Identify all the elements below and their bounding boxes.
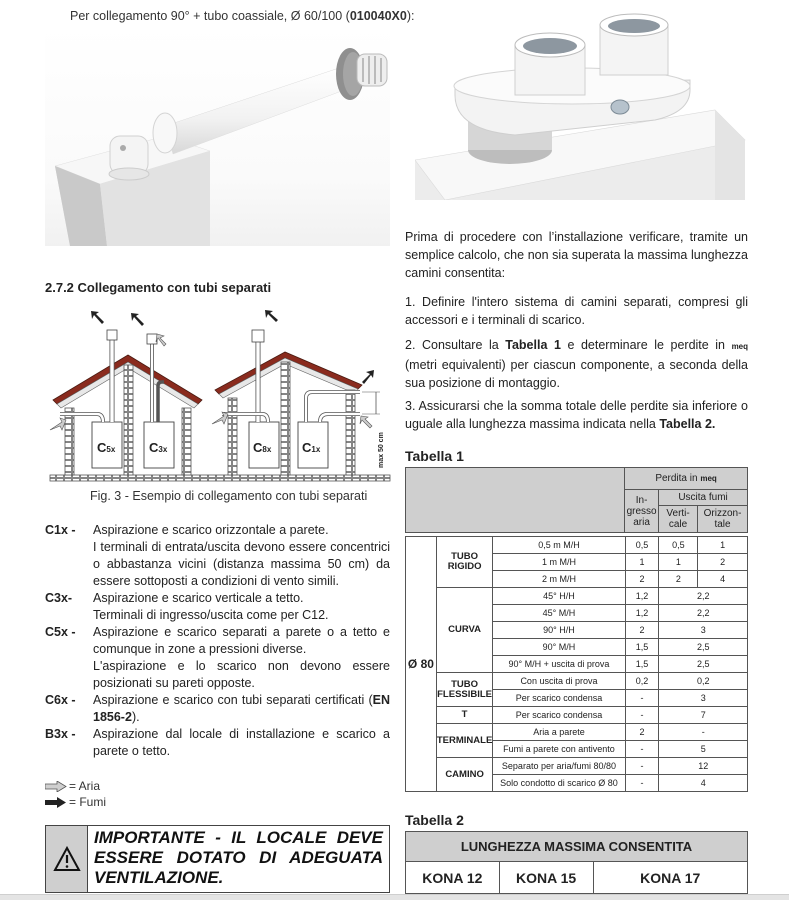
ingresso-cell: 1,5 <box>625 639 659 656</box>
group-cell: TUBO RIGIDO <box>436 537 492 588</box>
orizzontale-cell: 4 <box>698 571 748 588</box>
group-cell: CURVA <box>436 588 492 673</box>
table-row <box>406 724 748 741</box>
header-blank <box>406 468 625 533</box>
ingresso-cell: - <box>625 775 659 792</box>
intro-paragraph: Prima di procedere con l’installazione verificare, tramite un semplice calcolo, che non sia superata la massima lunghezza camini consentita: <box>405 230 748 280</box>
ingresso-cell: 2 <box>625 571 659 588</box>
header-verticale: Verti- cale <box>659 506 698 533</box>
item-cell: 90° M/H <box>493 639 625 656</box>
smoke-arrow <box>91 311 104 324</box>
ingresso-cell: 0,5 <box>625 537 659 554</box>
item-cell: 45° H/H <box>493 588 625 605</box>
air-arrow <box>156 334 166 346</box>
smoke-arrow <box>131 313 144 326</box>
header-orizzontale: Orizzon- tale <box>698 506 748 533</box>
table2-header: LUNGHEZZA MASSIMA CONSENTITA <box>406 832 748 862</box>
table-row <box>406 673 748 690</box>
air-arrow <box>360 416 372 428</box>
definition-c5x: C5x - Aspirazione e scarico separati a parete o a tetto e comunque in zone a pressioni diverse. L'aspirazione e lo scarico non devono essere posizionati su pareti opposte. <box>45 625 390 690</box>
table-row <box>406 588 748 605</box>
group-cell: TUBO FLESSIBILE <box>436 673 492 707</box>
item-cell: Per scarico condensa <box>493 707 625 724</box>
house-right <box>212 310 385 475</box>
uscita-cell: 5 <box>659 741 748 758</box>
ingresso-cell: 1 <box>625 554 659 571</box>
ingresso-cell: 2 <box>625 622 659 639</box>
page-bottom-edge <box>0 894 789 900</box>
split-adapter-photo <box>415 0 750 200</box>
ingresso-cell: - <box>625 741 659 758</box>
table1-title: Tabella 1 <box>405 448 464 464</box>
ingresso-cell: - <box>625 758 659 775</box>
ingresso-cell: 2 <box>625 724 659 741</box>
definition-b3x: B3x - Aspirazione dal locale di installazione e scarico a parete o tetto. <box>45 727 390 758</box>
ingresso-cell: 0,2 <box>625 673 659 690</box>
model-kona-12: KONA 12 <box>406 862 500 894</box>
top-caption: Per collegamento 90° + tubo coassiale, Ø 60/100 (010040X0): <box>70 9 415 23</box>
item-cell: 1 m M/H <box>493 554 625 571</box>
ingresso-cell: 1,5 <box>625 656 659 673</box>
verticale-cell: 1 <box>659 554 698 571</box>
air-arrow-icon <box>45 781 67 792</box>
air-arrow <box>212 412 228 424</box>
diameter-cell: Ø 80 <box>406 537 437 792</box>
boiler-split-adapter-illustration <box>415 0 750 200</box>
label-c1x: C1x <box>302 440 321 455</box>
label-c5x: C5x <box>97 440 116 455</box>
uscita-cell: 2,2 <box>659 605 748 622</box>
uscita-cell: 4 <box>659 775 748 792</box>
item-cell: 0,5 m M/H <box>493 537 625 554</box>
uscita-cell: - <box>659 724 748 741</box>
uscita-cell: 0,2 <box>659 673 748 690</box>
section-title: 2.7.2 Collegamento con tubi separati <box>45 280 272 295</box>
uscita-cell: 2,5 <box>659 639 748 656</box>
ingresso-cell: - <box>625 707 659 724</box>
uscita-cell: 3 <box>659 622 748 639</box>
table-row <box>406 537 748 554</box>
item-cell: 45° M/H <box>493 605 625 622</box>
product-code: 010040X0 <box>349 9 407 23</box>
installation-schematic <box>40 310 400 485</box>
house-left <box>50 311 202 475</box>
table1-body <box>405 536 748 792</box>
model-kona-17: KONA 17 <box>593 862 748 894</box>
figure-caption: Fig. 3 - Esempio di collegamento con tubi separati <box>90 489 368 503</box>
model-kona-15: KONA 15 <box>499 862 593 894</box>
smoke-arrow <box>265 310 278 322</box>
verticale-cell: 2 <box>659 571 698 588</box>
header-ingresso: In- gresso aria <box>625 490 659 533</box>
table2 <box>405 831 748 900</box>
warning-icon <box>53 846 81 872</box>
item-cell: Con uscita di prova <box>493 673 625 690</box>
uscita-cell: 2,5 <box>659 656 748 673</box>
item-cell: 2 m M/H <box>493 571 625 588</box>
table2-title: Tabella 2 <box>405 812 464 828</box>
verticale-cell: 0,5 <box>659 537 698 554</box>
step-2: 2. Consultare la Tabella 1 e determinare le perdite in meq (metri equivalenti) per ciascun componente, a seconda della sua posizione di montaggio. <box>405 338 749 390</box>
boiler-coaxial-illustration <box>45 26 390 246</box>
orizzontale-cell: 2 <box>698 554 748 571</box>
smoke-arrow <box>362 370 374 384</box>
table-row <box>406 758 748 775</box>
item-cell: 90° H/H <box>493 622 625 639</box>
item-cell: 90° M/H + uscita di prova <box>493 656 625 673</box>
table-row <box>406 707 748 724</box>
orizzontale-cell: 1 <box>698 537 748 554</box>
item-cell: Solo condotto di scarico Ø 80 <box>493 775 625 792</box>
ground-line <box>50 475 390 481</box>
item-cell: Per scarico condensa <box>493 690 625 707</box>
max-distance-label: max 50 cm <box>378 432 385 468</box>
header-uscita: Uscita fumi <box>659 490 748 506</box>
uscita-cell: 2,2 <box>659 588 748 605</box>
legend-aria: = Aria <box>45 779 100 793</box>
step-3: 3. Assicurarsi che la somma totale delle perdite sia inferiore o uguale alla lunghezza massima indicata nella Tabella 2. <box>405 399 748 431</box>
ingresso-cell: - <box>625 690 659 707</box>
table1-header <box>405 467 748 533</box>
smoke-arrow-icon <box>45 797 67 808</box>
ingresso-cell: 1,2 <box>625 588 659 605</box>
group-cell: T <box>436 707 492 724</box>
item-cell: Separato per aria/fumi 80/80 <box>493 758 625 775</box>
label-c3x: C3x <box>149 440 168 455</box>
warning-box <box>45 825 390 893</box>
ingresso-cell: 1,2 <box>625 605 659 622</box>
warning-text: IMPORTANTE - IL LOCALE DEVE ESSERE DOTATO DI ADEGUATA VENTILAZIONE. <box>94 828 383 887</box>
separate-pipes-diagram <box>40 310 400 485</box>
item-cell: Aria a parete <box>493 724 625 741</box>
definition-c6x: C6x - Aspirazione e scarico con tubi separati certificati (EN 1856-2). <box>45 693 390 724</box>
air-arrow <box>50 418 66 430</box>
group-cell: TERMINALE <box>436 724 492 758</box>
definition-c3x: C3x- Aspirazione e scarico verticale a tetto. Terminali di ingresso/uscita come per C12. <box>45 591 329 622</box>
uscita-cell: 12 <box>659 758 748 775</box>
label-c8x: C8x <box>253 440 272 455</box>
warning-icon-cell <box>46 826 88 892</box>
group-cell: CAMINO <box>436 758 492 792</box>
item-cell: Fumi a parete con antivento <box>493 741 625 758</box>
header-perdita: Perdita in meq <box>625 468 748 490</box>
uscita-cell: 7 <box>659 707 748 724</box>
definition-c1x: C1x - Aspirazione e scarico orizzontale a parete. I terminali di entrata/uscita devono essere concentrici o abbastanza vicini (distanza massima 50 cm) da essere sottoposti a condizioni di vento simili. <box>45 523 390 588</box>
coaxial-flue-photo <box>45 26 390 246</box>
uscita-cell: 3 <box>659 690 748 707</box>
legend-fumi: = Fumi <box>45 795 106 809</box>
step-1: 1. Definire l'intero sistema di camini separati, compresi gli accessori e i terminali di scarico. <box>405 295 748 327</box>
